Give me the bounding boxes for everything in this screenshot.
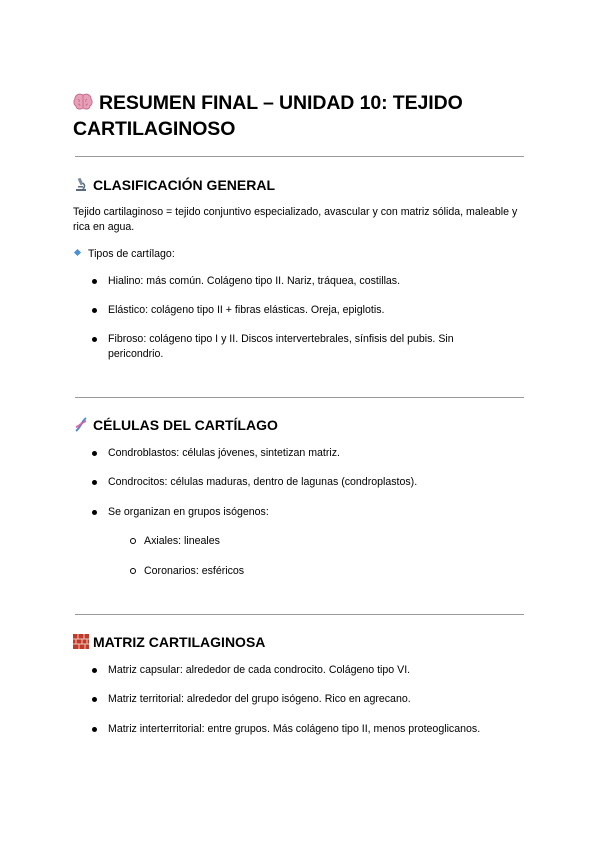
document-title-text: RESUMEN FINAL – UNIDAD 10: TEJIDO CARTILAGINOSO <box>73 92 463 140</box>
divider <box>75 397 524 398</box>
brick-icon <box>73 634 89 649</box>
bullet-icon <box>92 668 97 673</box>
bullet-icon <box>92 451 97 456</box>
list-item <box>92 332 492 362</box>
circle-bullet-icon <box>130 538 136 544</box>
sub-list-item <box>130 534 490 549</box>
diamond-bullet-icon <box>74 249 81 256</box>
list-item-text: Matriz interterritorial: entre grupos. Más colágeno tipo II, menos proteoglicanos. <box>108 723 481 735</box>
bullet-icon <box>92 337 97 342</box>
dna-icon <box>73 417 89 432</box>
list-item <box>92 663 492 678</box>
microscope-icon <box>73 177 89 192</box>
section-heading-clasificacion <box>73 176 275 194</box>
section-heading-text: CÉLULAS DEL CARTÍLAGO <box>93 417 278 433</box>
list-item-text: Se organizan en grupos isógenos: <box>108 506 269 518</box>
section-heading-text: MATRIZ CARTILAGINOSA <box>93 634 266 650</box>
brain-icon <box>73 92 93 110</box>
sub-list-item-text: Axiales: lineales <box>144 535 220 547</box>
list-item-text: Matriz territorial: alrededor del grupo isógeno. Rico en agrecano. <box>108 693 411 705</box>
bullet-icon <box>92 697 97 702</box>
circle-bullet-icon <box>130 568 136 574</box>
list-item-text: Matriz capsular: alrededor de cada condrocito. Colágeno tipo VI. <box>108 664 411 676</box>
bullet-icon <box>92 308 97 313</box>
list-item <box>92 303 492 318</box>
sub-list-item-text: Coronarios: esféricos <box>144 565 245 577</box>
list-item <box>92 475 492 490</box>
sub-heading-tipos <box>75 247 175 262</box>
list-item <box>92 722 492 737</box>
section-heading-text: CLASIFICACIÓN GENERAL <box>93 177 275 193</box>
bullet-icon <box>92 480 97 485</box>
list-item <box>92 446 492 461</box>
bullet-icon <box>92 279 97 284</box>
document-title <box>73 90 533 142</box>
list-item <box>92 505 492 520</box>
section-heading-matriz <box>73 633 265 651</box>
list-item <box>92 274 492 289</box>
list-item-text: Elástico: colágeno tipo II + fibras elásticas. Oreja, epiglotis. <box>108 304 385 316</box>
divider <box>75 614 524 615</box>
sub-heading-text: Tipos de cartílago: <box>88 248 175 260</box>
divider <box>75 156 524 157</box>
list-item-text: Condroblastos: células jóvenes, sintetizan matriz. <box>108 447 340 459</box>
list-item-text: Condrocitos: células maduras, dentro de lagunas (condroplastos). <box>108 476 418 488</box>
list-item-text: Hialino: más común. Colágeno tipo II. Nariz, tráquea, costillas. <box>108 275 401 287</box>
list-item-text: Fibroso: colágeno tipo I y II. Discos intervertebrales, sínfisis del pubis. Sin pericondrio. <box>108 333 454 360</box>
section-heading-celulas <box>73 416 278 434</box>
section-paragraph: Tejido cartilaginoso = tejido conjuntivo especializado, avascular y con matriz sólida, maleable y rica en agua. <box>73 206 518 233</box>
bullet-icon <box>92 510 97 515</box>
sub-list-item <box>130 564 490 579</box>
list-item <box>92 692 492 707</box>
bullet-icon <box>92 727 97 732</box>
